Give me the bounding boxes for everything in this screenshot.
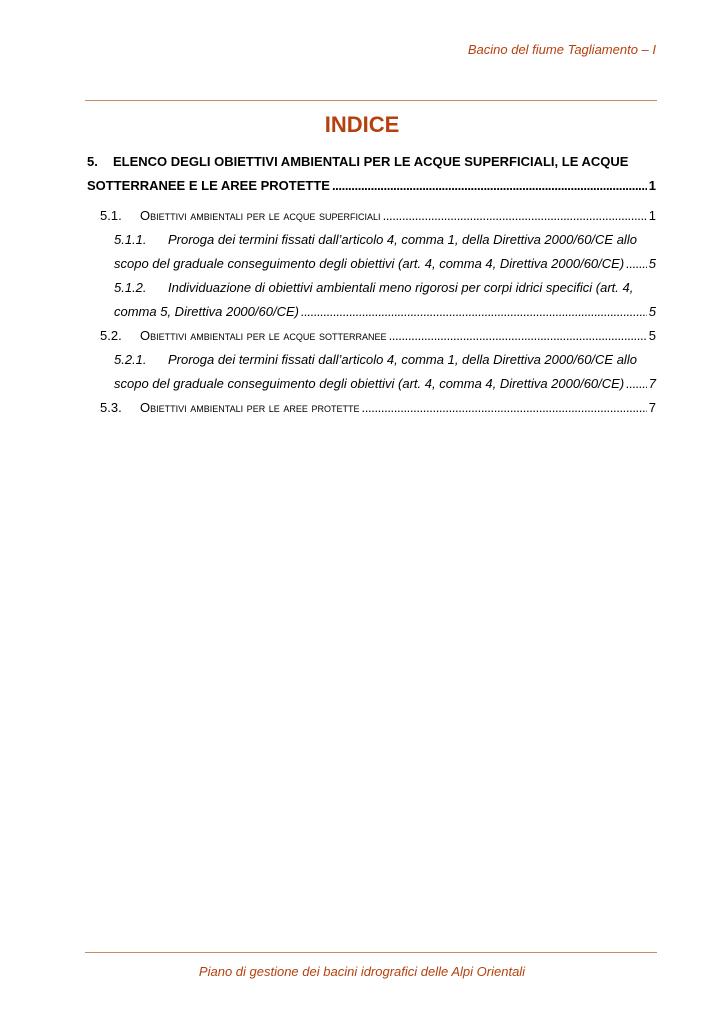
toc-page-number: 5: [648, 304, 656, 319]
toc-entry-5-2-1[interactable]: [87, 348, 656, 372]
toc-number: 5.2.1.: [114, 352, 147, 367]
toc-page-number: 7: [648, 376, 656, 391]
toc-title: ELENCO DEGLI OBIETTIVI AMBIENTALI PER LE ACQUE SUPERFICIALI, LE ACQUE: [113, 154, 629, 169]
dot-leader: [362, 396, 647, 420]
toc-entry-5-1-2-cont[interactable]: [87, 300, 656, 324]
toc-entry-5-2[interactable]: [87, 324, 656, 348]
dot-leader: [301, 300, 647, 324]
toc-page-number: 1: [648, 178, 656, 193]
toc-title: SOTTERRANEE E LE AREE PROTETTE: [87, 178, 330, 193]
toc-title: scopo del graduale conseguimento degli obiettivi (art. 4, comma 4, Direttiva 2000/60/CE): [114, 376, 625, 391]
toc-page-number: 7: [648, 400, 656, 415]
page-header: Bacino del fiume Tagliamento – I: [467, 42, 656, 57]
toc-entry-5[interactable]: [87, 150, 656, 174]
toc-title: Obiettivi ambientali per le acque superficiali: [140, 208, 381, 223]
dot-leader: [626, 372, 647, 396]
toc-title: Obiettivi ambientali per le aree protette: [140, 400, 360, 415]
toc-title: Proroga dei termini fissati dall’articolo 4, comma 1, della Direttiva 2000/60/CE allo: [168, 352, 637, 367]
toc-title: scopo del graduale conseguimento degli obiettivi (art. 4, comma 4, Direttiva 2000/60/CE): [114, 256, 625, 271]
dot-leader: [389, 324, 647, 348]
toc-title: Proroga dei termini fissati dall’articolo 4, comma 1, della Direttiva 2000/60/CE allo: [168, 232, 637, 247]
toc-number: 5.3.: [100, 400, 122, 415]
dot-leader: [626, 252, 647, 276]
toc-title: Obiettivi ambientali per le acque sotterranee: [140, 328, 387, 343]
toc-entry-5-2-1-cont[interactable]: [87, 372, 656, 396]
toc-number: 5.2.: [100, 328, 122, 343]
toc-number: 5.: [87, 154, 98, 169]
toc-page-number: 1: [648, 208, 656, 223]
page-footer: Piano di gestione dei bacini idrografici delle Alpi Orientali: [198, 964, 526, 979]
footer-divider: [85, 952, 657, 953]
toc-number: 5.1.1.: [114, 232, 147, 247]
toc-entry-5-3[interactable]: [87, 396, 656, 420]
toc-entry-5-cont[interactable]: [87, 174, 656, 198]
toc-page-number: 5: [648, 256, 656, 271]
toc-title: comma 5, Direttiva 2000/60/CE): [114, 304, 299, 319]
toc-entry-5-1-2[interactable]: [87, 276, 656, 300]
toc-title: Individuazione di obiettivi ambientali meno rigorosi per corpi idrici specifici (art. 4,: [168, 280, 634, 295]
table-of-contents: [87, 150, 656, 420]
toc-entry-5-1[interactable]: [87, 204, 656, 228]
toc-page-number: 5: [648, 328, 656, 343]
page-title: INDICE: [324, 112, 400, 137]
toc-entry-5-1-1[interactable]: [87, 228, 656, 252]
dot-leader: [383, 204, 647, 228]
toc-number: 5.1.: [100, 208, 122, 223]
toc-number: 5.1.2.: [114, 280, 147, 295]
dot-leader: [332, 174, 647, 198]
header-divider: [85, 100, 657, 101]
toc-entry-5-1-1-cont[interactable]: [87, 252, 656, 276]
